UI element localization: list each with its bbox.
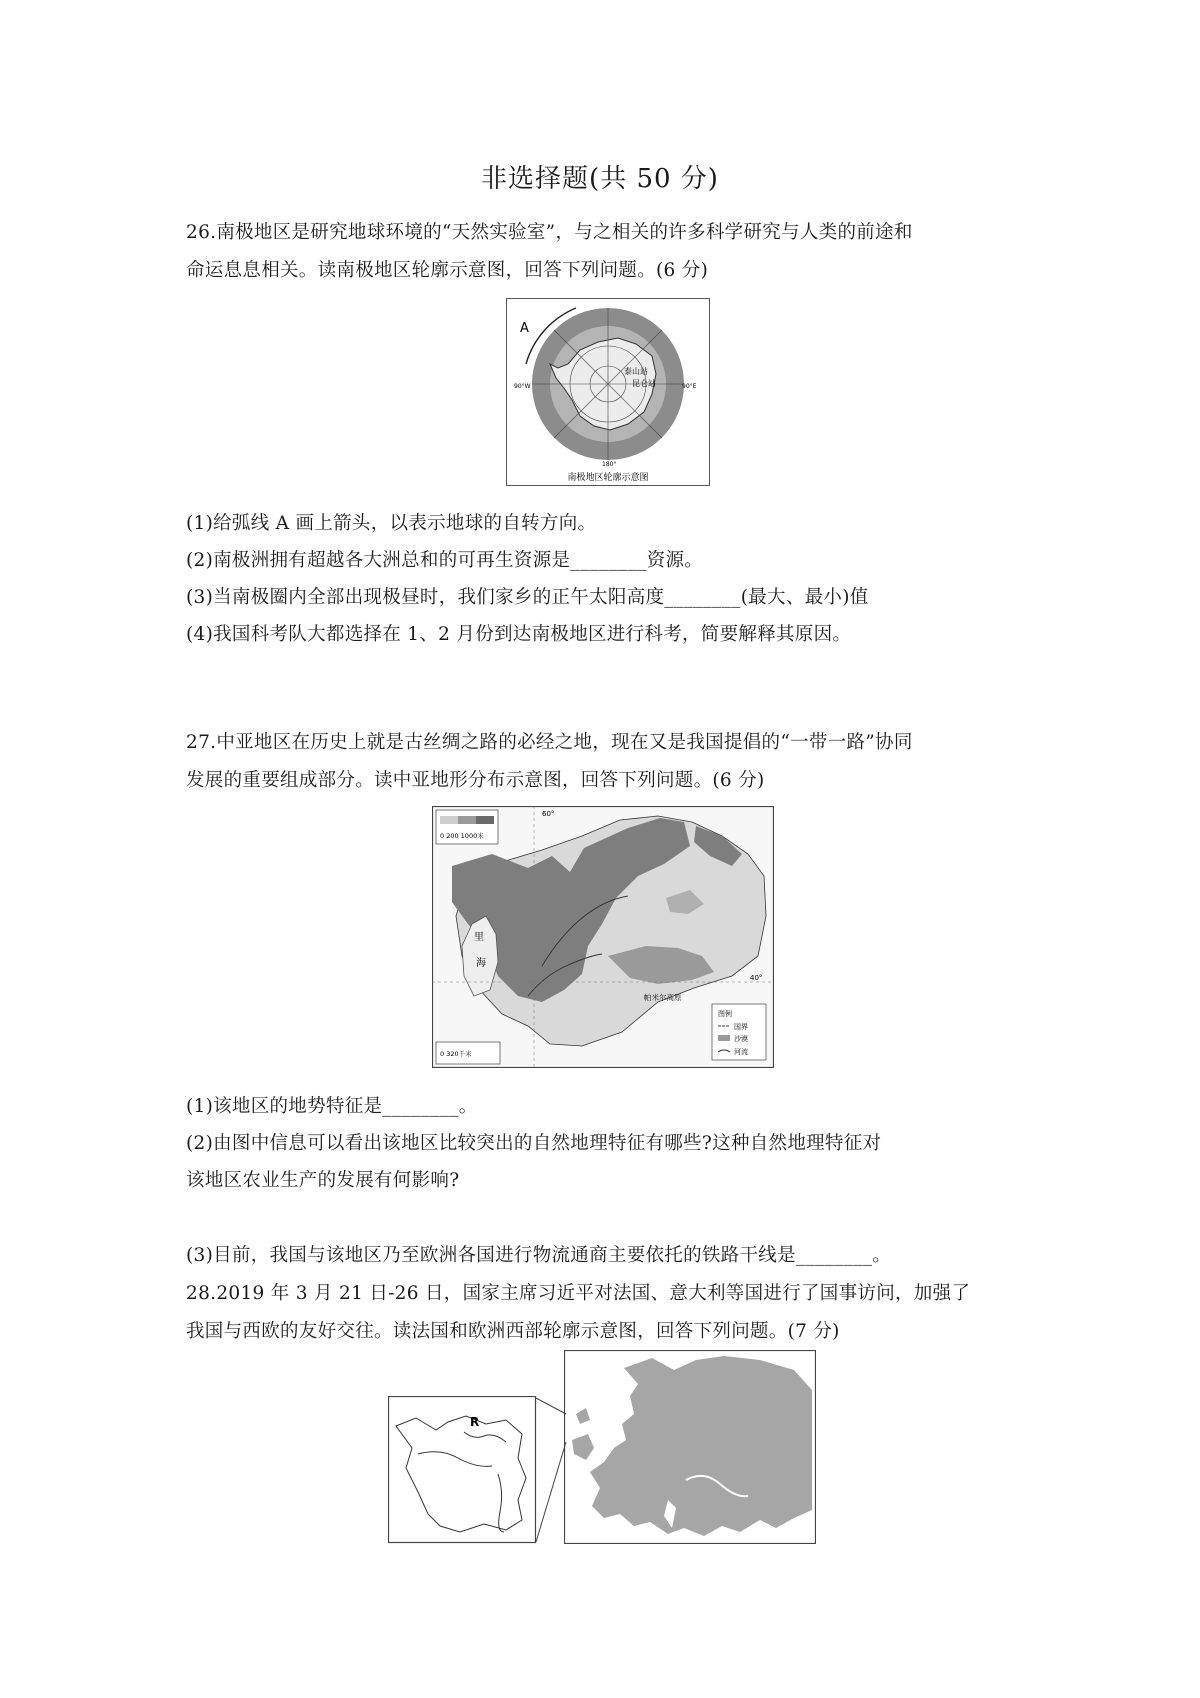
q26-sub1: (1)给弧线 A 画上箭头，以表示地球的自转方向。	[186, 513, 597, 534]
river-r-label: R	[470, 1415, 480, 1429]
distance-scale-label: 0 320千米	[440, 1050, 472, 1058]
q28-stem-line1: 28.2019 年 3 月 21 日-26 日，国家主席习近平对法国、意大利等国进行了国事访问，加强了	[186, 1283, 971, 1304]
q27-sub3: (3)目前，我国与该地区乃至欧洲各国进行物流通商主要依托的铁路干线是________。	[186, 1245, 892, 1266]
q26-sub3: (3)当南极圈内全部出现极昼时，我们家乡的正午太阳高度________(最大、最小)值	[186, 587, 869, 608]
place-label-1: 泰山站	[624, 367, 648, 376]
antarctica-map-caption: 南极地区轮廓示意图	[567, 473, 649, 483]
arc-a-label: A	[520, 321, 529, 336]
q26-sub2: (2)南极洲拥有超越各大洲总和的可再生资源是________资源。	[186, 550, 704, 571]
q27-stem-line2: 发展的重要组成部分。读中亚地形分布示意图，回答下列问题。(6 分)	[186, 770, 765, 791]
legend-title: 图例	[718, 1010, 732, 1018]
q26-stem-line1: 26.南极地区是研究地球环境的“天然实验室”，与之相关的许多科学研究与人类的前途和	[186, 222, 913, 243]
place-label-2: 昆仑站	[632, 379, 656, 388]
q27-stem-line1: 27.中亚地区在历史上就是古丝绸之路的必经之地，现在又是我国提倡的“一带一路”协同	[186, 732, 913, 753]
lon-bottom-label: 180°	[602, 461, 617, 468]
legend-item-border: 国界	[734, 1023, 748, 1031]
elevation-scale-label: 0 200 1000米	[440, 832, 484, 840]
lat-label: 40°	[750, 974, 763, 982]
q27-sub1: (1)该地区的地势特征是________。	[186, 1096, 478, 1117]
europe-map-figure	[564, 1350, 816, 1544]
legend-item-river: 河流	[734, 1048, 748, 1056]
central-asia-map-figure	[432, 806, 774, 1068]
q26-sub4: (4)我国科考队大都选择在 1、2 月份到达南极地区进行科考，简要解释其原因。	[186, 624, 852, 645]
antarctica-map-figure	[506, 298, 710, 486]
legend-item-desert: 沙漠	[734, 1035, 748, 1043]
sea-label-2: 海	[476, 958, 486, 969]
q26-stem-line2: 命运息息相关。读南极地区轮廓示意图，回答下列问题。(6 分)	[186, 260, 709, 281]
pamir-label: 帕米尔高原	[644, 993, 682, 1002]
france-map-figure	[388, 1396, 568, 1544]
q28-stem-line2: 我国与西欧的友好交往。读法国和欧洲西部轮廓示意图，回答下列问题。(7 分)	[186, 1321, 840, 1342]
lon-label: 60°	[542, 810, 555, 818]
lon-left-label: 90°W	[514, 383, 531, 390]
q27-sub2-line2: 该地区农业生产的发展有何影响?	[186, 1170, 460, 1191]
section-title: 非选择题(共 50 分)	[481, 164, 719, 194]
sea-label-1: 里	[474, 932, 484, 943]
q27-sub2-line1: (2)由图中信息可以看出该地区比较突出的自然地理特征有哪些?这种自然地理特征对	[186, 1133, 882, 1154]
lon-right-label: 90°E	[682, 383, 697, 390]
